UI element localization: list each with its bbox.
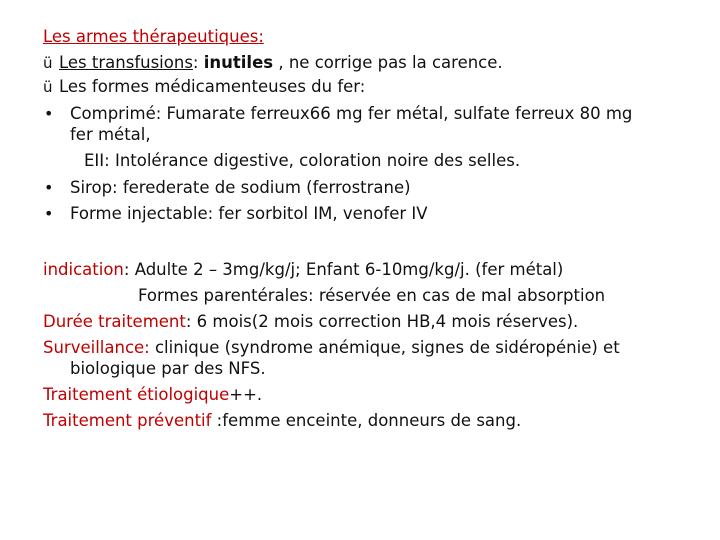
bullet-injectable: Forme injectable: fer sorbitol IM, venofer IV [70,204,428,223]
transfusions-emphasis: inutiles [203,53,274,72]
bullet-comprime-line3: EII: Intolérance digestive, coloration noire des selles. [84,151,521,170]
surveillance-text: clinique (syndrome anémique, signes de sidéropénie) et [149,338,620,357]
preventif-label: Traitement préventif [43,411,212,430]
surveillance-line [43,336,620,359]
bullet-icon: • [44,204,54,223]
indication-line2: Formes parentérales: réservée en cas de mal absorption [138,286,606,305]
transfusions-rest: , ne corrige pas la carence. [273,53,503,72]
bullet-comprime-line2: fer métal, [70,125,151,144]
duree-text: : 6 mois(2 mois correction HB,4 mois réserves). [185,312,579,331]
etiologique-line [43,383,262,406]
surveillance-label: Surveillance: [43,338,150,357]
indication-text: : Adulte 2 – 3mg/kg/j; Enfant 6-10mg/kg/j. (fer métal) [123,260,564,279]
formes-line [43,75,365,99]
indication-line [43,258,563,281]
transfusions-line [43,51,503,75]
duree-label: Durée traitement [43,312,186,331]
check-icon: ü [43,78,53,96]
surveillance-line2: biologique par des NFS. [70,359,266,378]
bullet-sirop: Sirop: ferederate de sodium (ferrostrane) [70,178,411,197]
preventif-text: :femme enceinte, donneurs de sang. [211,411,522,430]
formes-text: Les formes médicamenteuses du fer: [59,77,366,96]
etiologique-text: ++. [229,385,263,404]
transfusions-label: Les transfusions [59,53,193,72]
indication-label: indication [43,260,124,279]
duree-line [43,310,578,333]
transfusions-colon: : [192,53,199,72]
preventif-line [43,409,521,432]
check-icon: ü [43,54,53,72]
bullet-icon: • [44,178,54,197]
heading: Les armes thérapeutiques: [43,27,264,46]
bullet-icon: • [44,104,54,123]
etiologique-label: Traitement étiologique [43,385,230,404]
bullet-comprime-line1: Comprimé: Fumarate ferreux66 mg fer métal, sulfate ferreux 80 mg [70,104,633,123]
